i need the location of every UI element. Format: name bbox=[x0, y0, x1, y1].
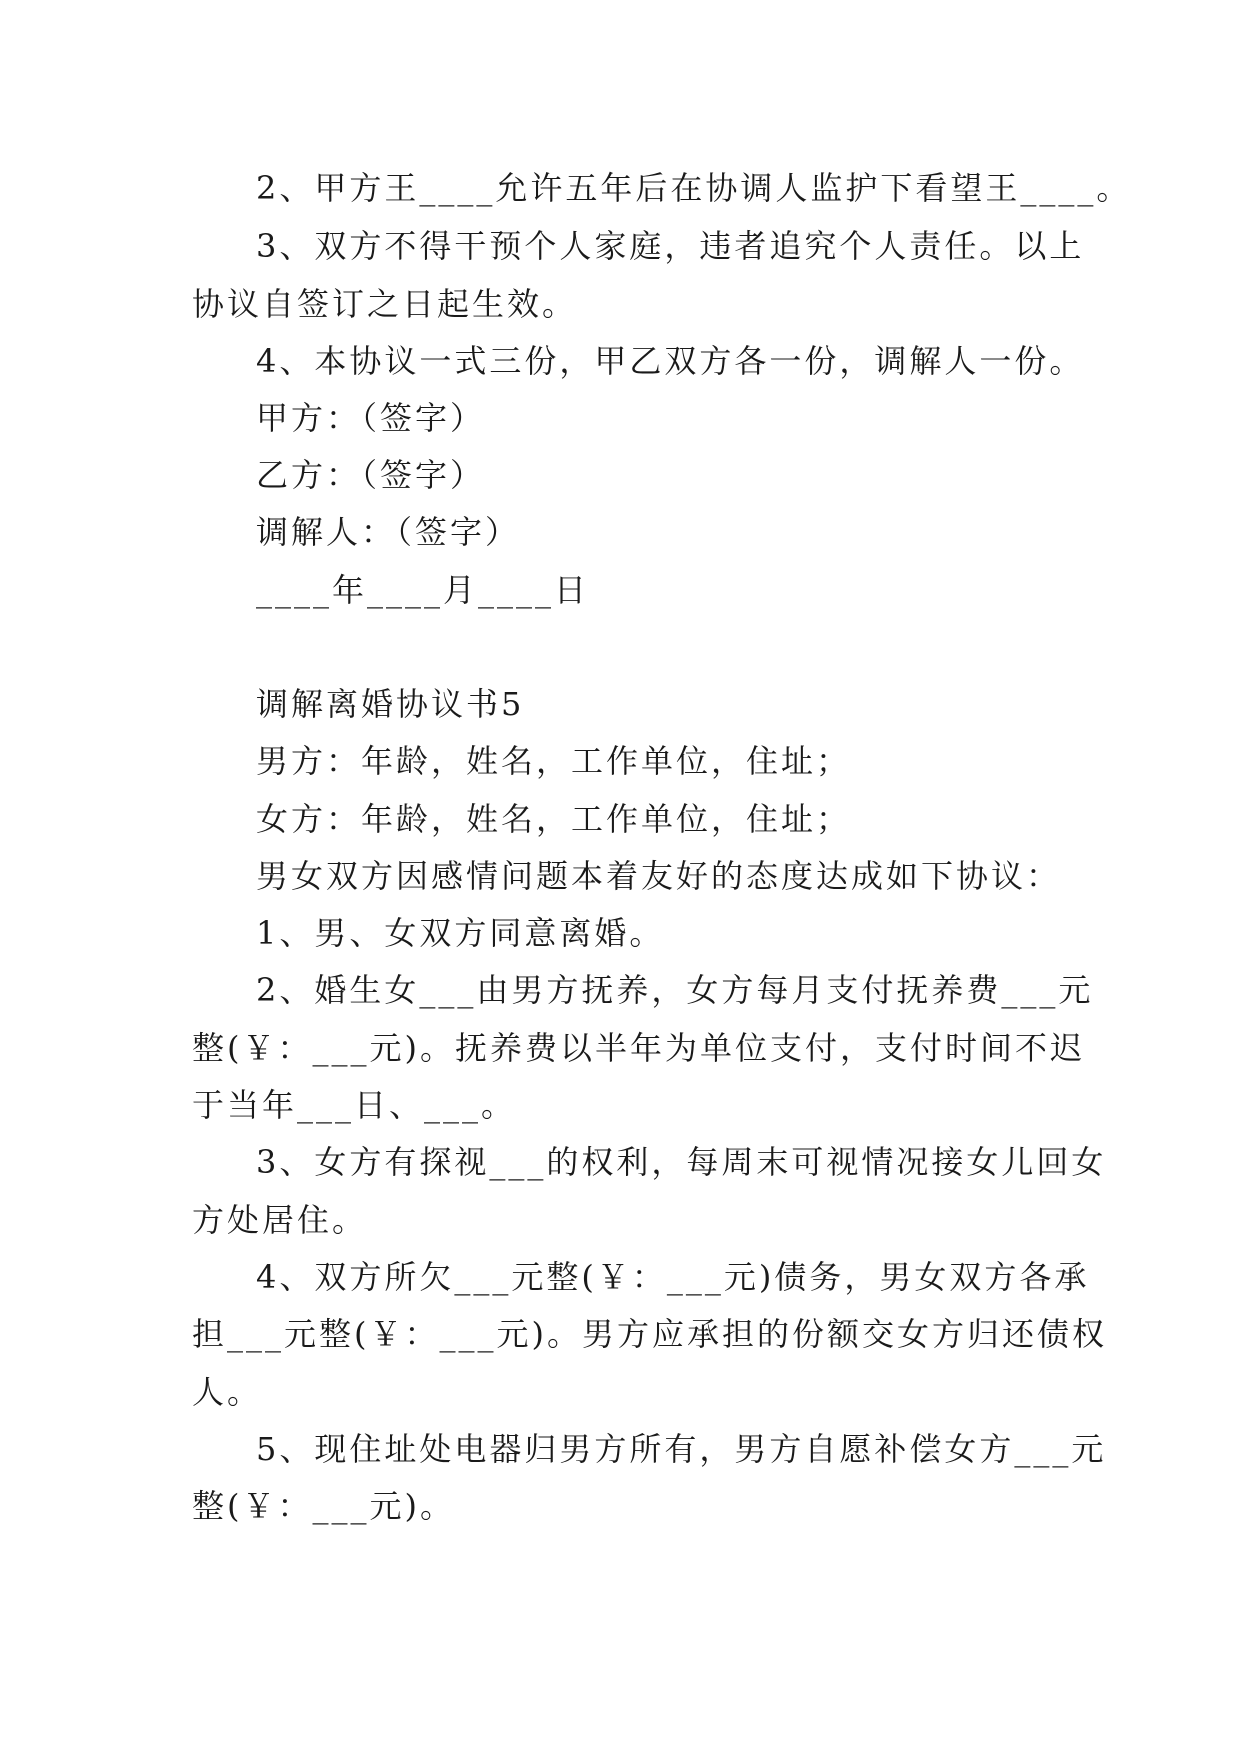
clause-2-custody: 2、婚生女___由男方抚养，女方每月支付抚养费___元 bbox=[256, 971, 1094, 1009]
clause-5-continued: 整(￥：___元)。 bbox=[192, 1487, 455, 1525]
clause-2-visit: 2、甲方王____允许五年后在协调人监护下看望王____。 bbox=[256, 169, 1132, 207]
female-party-info: 女方：年龄，姓名，工作单位，住址； bbox=[256, 800, 852, 838]
mediator-signature: 调解人：（签字） bbox=[256, 513, 521, 551]
signing-date: ____年____月____日 bbox=[256, 571, 590, 609]
clause-4-copies: 4、本协议一式三份，甲乙双方各一份，调解人一份。 bbox=[256, 342, 1085, 380]
male-party-info: 男方：年龄，姓名，工作单位，住址； bbox=[256, 742, 852, 780]
clause-4-debt-continued-2: 人。 bbox=[192, 1373, 263, 1411]
clause-2-continued-2: 于当年___日、___。 bbox=[192, 1086, 517, 1124]
clause-4-debt-continued: 担___元整(￥：___元)。男方应承担的份额交女方归还债权 bbox=[192, 1315, 1107, 1353]
clause-3-continued: 协议自签订之日起生效。 bbox=[192, 285, 578, 323]
clause-1-divorce: 1、男、女双方同意离婚。 bbox=[256, 914, 665, 952]
party-b-signature: 乙方：（签字） bbox=[256, 456, 486, 494]
clause-3-noninterference: 3、双方不得干预个人家庭，违者追究个人责任。以上 bbox=[256, 227, 1085, 265]
clause-4-debt: 4、双方所欠___元整(￥：___元)债务，男女双方各承 bbox=[256, 1258, 1090, 1296]
clause-2-continued: 整(￥：___元)。抚养费以半年为单位支付，支付时间不迟 bbox=[192, 1029, 1085, 1067]
section-title: 调解离婚协议书5 bbox=[256, 685, 525, 723]
clause-3-visitation: 3、女方有探视___的权利，每周末可视情况接女儿回女 bbox=[256, 1143, 1107, 1181]
agreement-intro: 男女双方因感情问题本着友好的态度达成如下协议： bbox=[256, 857, 1062, 895]
party-a-signature: 甲方：（签字） bbox=[256, 399, 486, 437]
clause-3-visitation-continued: 方处居住。 bbox=[192, 1201, 368, 1239]
clause-5-appliances: 5、现住址处电器归男方所有，男方自愿补偿女方___元 bbox=[256, 1430, 1107, 1468]
